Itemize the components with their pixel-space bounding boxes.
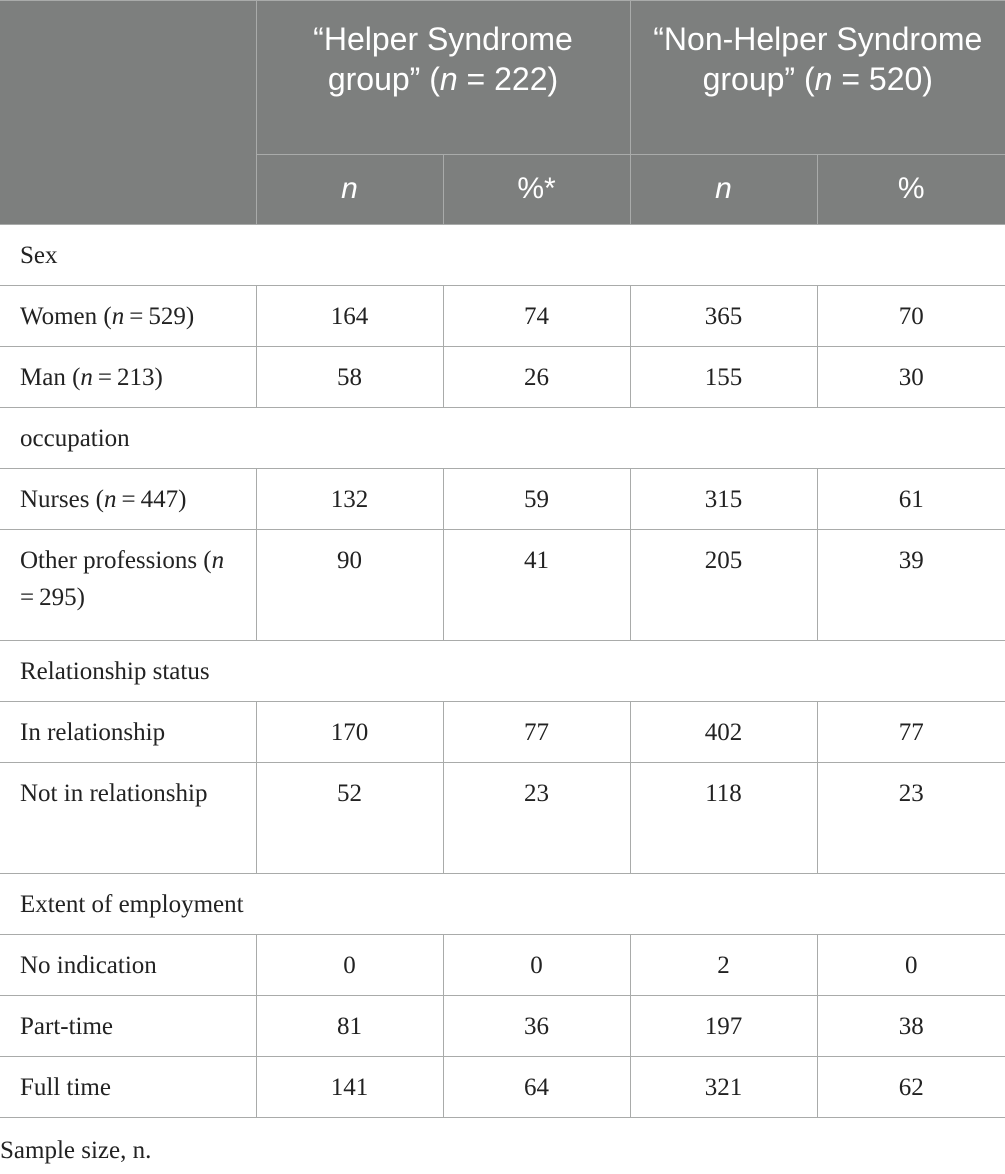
header-sub-pct-helper: %* (443, 155, 630, 225)
table-cell: 62 (817, 1057, 1005, 1118)
header-empty-cell (0, 1, 256, 225)
header-non-helper-group: “Non-Helper Syndrome group” (n = 520) (630, 1, 1005, 155)
section-title: Relationship status (0, 641, 1005, 702)
table-cell: 70 (817, 286, 1005, 347)
table-cell: 365 (630, 286, 817, 347)
table-cell: 30 (817, 347, 1005, 408)
table-cell: 26 (443, 347, 630, 408)
header-row-groups (0, 1, 1005, 155)
section-row (0, 874, 1005, 935)
table-row (0, 1057, 1005, 1118)
table-header (0, 1, 1005, 225)
table-cell: 164 (256, 286, 443, 347)
table-cell: 170 (256, 702, 443, 763)
table-cell: 0 (817, 935, 1005, 996)
row-label: Other professions (n = 295) (0, 530, 256, 641)
table-cell: 155 (630, 347, 817, 408)
row-label: Not in relationship (0, 763, 256, 874)
table-row (0, 530, 1005, 641)
section-row (0, 641, 1005, 702)
table-cell: 81 (256, 996, 443, 1057)
header-sub-n-helper: n (256, 155, 443, 225)
header-helper-group: “Helper Syndrome group” (n = 222) (256, 1, 630, 155)
table-cell: 90 (256, 530, 443, 641)
table-cell: 61 (817, 469, 1005, 530)
table-cell: 0 (256, 935, 443, 996)
table-cell: 2 (630, 935, 817, 996)
table-cell: 141 (256, 1057, 443, 1118)
table-body (0, 225, 1005, 1118)
table-row (0, 286, 1005, 347)
row-label: Women (n = 529) (0, 286, 256, 347)
table-cell: 77 (443, 702, 630, 763)
section-title: Sex (0, 225, 1005, 286)
row-label: In relationship (0, 702, 256, 763)
row-label: Full time (0, 1057, 256, 1118)
table-cell: 132 (256, 469, 443, 530)
table-cell: 23 (817, 763, 1005, 874)
table-row (0, 469, 1005, 530)
row-label: No indication (0, 935, 256, 996)
table-cell: 64 (443, 1057, 630, 1118)
row-label: Man (n = 213) (0, 347, 256, 408)
table-cell: 118 (630, 763, 817, 874)
row-label: Part-time (0, 996, 256, 1057)
table-row (0, 996, 1005, 1057)
table-cell: 205 (630, 530, 817, 641)
row-label: Nurses (n = 447) (0, 469, 256, 530)
table-cell: 41 (443, 530, 630, 641)
table-cell: 0 (443, 935, 630, 996)
table-cell: 59 (443, 469, 630, 530)
section-title: Extent of employment (0, 874, 1005, 935)
table-cell: 38 (817, 996, 1005, 1057)
table-cell: 52 (256, 763, 443, 874)
table-cell: 77 (817, 702, 1005, 763)
header-sub-n-nonhelper: n (630, 155, 817, 225)
section-row (0, 225, 1005, 286)
table-row (0, 935, 1005, 996)
table-cell: 197 (630, 996, 817, 1057)
header-sub-pct-nonhelper: % (817, 155, 1005, 225)
table-row (0, 702, 1005, 763)
section-title: occupation (0, 408, 1005, 469)
table-cell: 402 (630, 702, 817, 763)
table-row (0, 763, 1005, 874)
table-cell: 321 (630, 1057, 817, 1118)
table-cell: 36 (443, 996, 630, 1057)
table-cell: 74 (443, 286, 630, 347)
table-row (0, 347, 1005, 408)
table-cell: 39 (817, 530, 1005, 641)
section-row (0, 408, 1005, 469)
table-footnote: Sample size, n. (0, 1137, 152, 1164)
table-cell: 23 (443, 763, 630, 874)
table-cell: 58 (256, 347, 443, 408)
table-cell: 315 (630, 469, 817, 530)
